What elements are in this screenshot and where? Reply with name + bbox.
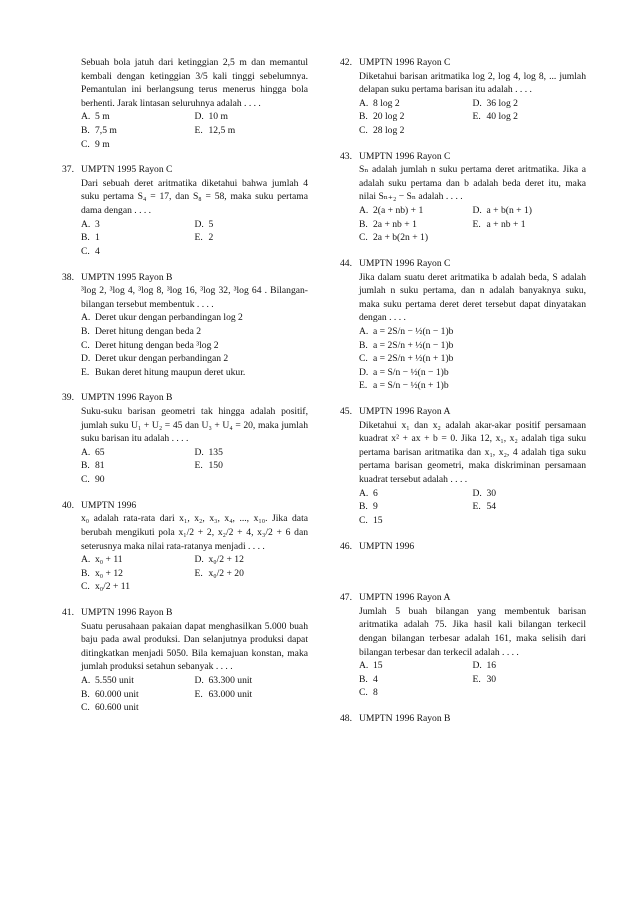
- question-source: UMPTN 1996: [81, 499, 137, 511]
- option-letter: C.: [359, 232, 368, 244]
- option-letter: A.: [359, 660, 369, 672]
- option-text: a = S/n − ½(n + 1)b: [373, 380, 449, 392]
- option-text: 5 m: [95, 111, 110, 123]
- option-letter: D.: [81, 353, 91, 365]
- option-letter: E.: [472, 111, 481, 123]
- option-letter: C.: [81, 138, 90, 150]
- option-letter: E.: [194, 125, 203, 137]
- option-letter: B.: [81, 688, 90, 700]
- option-letter: E.: [194, 460, 203, 472]
- option-text: 65: [95, 446, 105, 458]
- question-header: [340, 56, 586, 70]
- option-text: 5: [208, 218, 214, 230]
- answer-option: [195, 553, 309, 567]
- option-text: Deret hitung dengan beda ³log 2: [95, 339, 219, 351]
- answer-option: [81, 245, 219, 259]
- option-letter: D.: [472, 205, 482, 217]
- option-letter: D.: [472, 487, 482, 499]
- option-letter: E.: [472, 218, 481, 230]
- question-number: 47.: [340, 592, 352, 604]
- answer-option: [359, 514, 497, 528]
- answer-option: [81, 339, 308, 353]
- question-item: [62, 271, 308, 380]
- answer-options: [62, 110, 308, 151]
- question-item: [340, 257, 586, 393]
- option-letter: C.: [81, 581, 90, 593]
- option-text: a + b(n + 1): [486, 205, 532, 217]
- answer-option: [195, 110, 309, 124]
- option-letter: E.: [81, 366, 90, 378]
- option-letter: B.: [359, 673, 368, 685]
- answer-options: [340, 659, 586, 700]
- question-number: 42.: [340, 57, 352, 68]
- question-header: [340, 540, 586, 554]
- option-text: 90: [95, 474, 105, 486]
- answer-option: [195, 459, 309, 473]
- answer-option: [81, 674, 195, 688]
- answer-option: [473, 204, 587, 218]
- option-letter: D.: [194, 554, 204, 566]
- blank-space: [340, 553, 586, 579]
- option-letter: B.: [81, 125, 90, 137]
- option-text: 15: [373, 514, 383, 526]
- option-letter: C.: [359, 125, 368, 137]
- option-letter: B.: [359, 111, 368, 123]
- answer-options: [340, 204, 586, 245]
- question-text: ³log 2, ³log 4, ³log 8, ³log 16, ³log 32, ³log 64 . Bilangan-bilangan tersebut membentuk . . . .: [81, 285, 308, 310]
- question-text: Suatu perusahaan pakaian dapat menghasilkan 5.000 buah baju pada awal produksi. Dan selanjutnya produksi dapat ditingkatkan menjadi 5050. Bila kemajuan konstan, maka jumlah produksi setahun sebanyak . . . .: [81, 620, 308, 673]
- option-letter: B.: [359, 339, 368, 351]
- option-text: a = 2S/n − ½(n − 1)b: [373, 325, 454, 337]
- answer-option: [81, 580, 219, 594]
- option-letter: A.: [81, 218, 91, 230]
- question-header: [62, 163, 308, 177]
- answer-option: [81, 311, 308, 325]
- question-source: UMPTN 1996 Rayon C: [359, 150, 451, 162]
- option-text: 9: [373, 501, 378, 513]
- option-letter: A.: [81, 312, 91, 324]
- option-letter: B.: [81, 567, 90, 579]
- option-text: 5.550 unit: [95, 674, 134, 686]
- answer-options: [340, 487, 586, 528]
- answer-option: [359, 352, 586, 366]
- answer-option: [359, 110, 473, 124]
- question-number: 41.: [62, 606, 74, 618]
- answer-option: [81, 567, 195, 581]
- option-text: 4: [373, 673, 378, 685]
- question-item: [62, 391, 308, 486]
- question-header: [62, 391, 308, 405]
- option-text: 16: [486, 660, 497, 672]
- question-text: Suku-suku barisan geometri tak hingga adalah positif, jumlah suku U₁ + U₂ = 45 dan U₃ + U₄ = 20, maka jumlah suku barisan itu adalah . . . .: [81, 406, 308, 445]
- option-text: 150: [208, 460, 223, 472]
- answer-option: [473, 97, 587, 111]
- answer-option: [81, 701, 219, 715]
- option-letter: B.: [359, 218, 368, 230]
- question-item: [340, 56, 586, 138]
- answer-option: [81, 325, 308, 339]
- option-letter: A.: [81, 446, 91, 458]
- option-text: 15: [373, 660, 383, 672]
- option-text: 9 m: [95, 138, 110, 150]
- answer-option: [195, 231, 309, 245]
- option-letter: B.: [81, 460, 90, 472]
- option-text: 7,5 m: [95, 125, 117, 137]
- option-text: 135: [208, 446, 223, 458]
- answer-option: [195, 567, 309, 581]
- option-text: x₀/2 + 12: [208, 554, 244, 566]
- option-text: 8: [373, 687, 378, 699]
- question-source: UMPTN 1995 Rayon C: [81, 164, 173, 176]
- option-letter: E.: [194, 232, 203, 244]
- question-number: 38.: [62, 271, 74, 283]
- question-item: [62, 163, 308, 258]
- answer-option: [81, 218, 195, 232]
- option-text: x₀/2 + 20: [208, 567, 244, 579]
- option-letter: E.: [194, 688, 203, 700]
- answer-options: [62, 218, 308, 259]
- answer-options: [340, 97, 586, 138]
- option-text: 54: [486, 501, 497, 513]
- option-letter: D.: [359, 366, 369, 378]
- option-text: x₀/2 + 11: [95, 581, 131, 593]
- question-text: x₀ adalah rata-rata dari x₁, x₂, x₃, x₄, ..., x₁₀. Jika data berubah mengikuti pola x₁/2 + 2, x₂/2 + 4, x₃/2 + 6 dan seterusnya maka nilai rata-ratanya menjadi . . . .: [81, 513, 308, 552]
- option-letter: C.: [359, 687, 368, 699]
- option-letter: C.: [359, 514, 368, 526]
- answer-option: [81, 459, 195, 473]
- question-number: 39.: [62, 392, 74, 404]
- option-text: 20 log 2: [373, 111, 405, 123]
- option-text: a = 2S/n + ½(n − 1)b: [373, 339, 454, 351]
- option-text: 63.000 unit: [208, 688, 253, 700]
- option-text: 30: [486, 487, 497, 499]
- answer-options: [62, 446, 308, 487]
- answer-option: [359, 659, 473, 673]
- option-text: a = S/n − ½(n − 1)b: [373, 366, 449, 378]
- answer-options: [340, 325, 586, 393]
- question-number: 48.: [340, 712, 352, 724]
- question-text: Jika dalam suatu deret aritmatika b adalah beda, S adalah jumlah n suku pertama, dan n adalah banyaknya suku, maka suku pertama deret deret tersebut dapat dinyatakan dengan . . . .: [359, 271, 586, 324]
- option-text: x₀ + 11: [95, 554, 123, 566]
- question-text: Sebuah bola jatuh dari ketinggian 2,5 m dan memantul kembali dengan ketinggian 3/5 kali tinggi sebelumnya. Pemantulan ini berlangsung terus menerus hingga bola berhenti. Jarak lintasan seluruhnya adalah . . . .: [81, 57, 308, 109]
- question-header: [340, 405, 586, 419]
- answer-option: [81, 124, 195, 138]
- left-column: [62, 56, 308, 727]
- option-text: 2(a + nb) + 1: [373, 205, 424, 217]
- answer-option: [359, 487, 473, 501]
- answer-option: [81, 138, 219, 152]
- option-letter: A.: [81, 111, 91, 123]
- answer-option: [473, 500, 587, 514]
- option-text: x₀ + 12: [95, 567, 123, 579]
- answer-option: [359, 218, 473, 232]
- answer-option: [359, 686, 497, 700]
- option-text: 60.600 unit: [95, 702, 139, 714]
- answer-option: [359, 673, 473, 687]
- option-letter: C.: [81, 245, 90, 257]
- option-letter: B.: [359, 501, 368, 513]
- option-letter: C.: [81, 339, 90, 351]
- question-header: [340, 712, 586, 726]
- question-source: UMPTN 1996 Rayon C: [359, 57, 451, 68]
- question-source: UMPTN 1996 Rayon A: [359, 592, 451, 604]
- blank-space: [340, 726, 586, 752]
- option-text: Bukan deret hitung maupun deret ukur.: [95, 366, 246, 378]
- option-text: 12,5 m: [208, 125, 236, 137]
- option-letter: E.: [472, 501, 481, 513]
- option-text: a = 2S/n + ½(n + 1)b: [373, 353, 454, 365]
- question-item: [62, 56, 308, 151]
- question-item: [340, 150, 586, 245]
- option-letter: A.: [81, 554, 91, 566]
- option-text: 36 log 2: [486, 97, 518, 109]
- option-text: Deret hitung dengan beda 2: [95, 325, 202, 337]
- question-header: [340, 257, 586, 271]
- option-text: 81: [95, 460, 105, 472]
- answer-option: [473, 218, 587, 232]
- question-text: Jumlah 5 buah bilangan yang membentuk barisan aritmatika adalah 75. Jika hasil kali bilangan terkecil dengan bilangan terbesar adalah 161, maka selisih dari bilangan terbesar dan terkecil adalah . . . .: [359, 605, 586, 658]
- option-letter: D.: [194, 674, 204, 686]
- option-letter: D.: [472, 97, 482, 109]
- question-source: UMPTN 1996: [359, 540, 415, 552]
- option-text: 6: [373, 487, 378, 499]
- question-source: UMPTN 1996 Rayon B: [359, 712, 451, 724]
- option-letter: D.: [472, 660, 482, 672]
- option-letter: A.: [359, 325, 369, 337]
- question-item: [340, 591, 586, 700]
- question-item: [340, 405, 586, 527]
- question-number: 40.: [62, 499, 74, 511]
- option-letter: E.: [472, 673, 481, 685]
- question-source: UMPTN 1996 Rayon B: [81, 392, 173, 404]
- option-text: 2a + b(2n + 1): [373, 232, 429, 244]
- option-text: 10 m: [208, 111, 228, 123]
- option-text: 60.000 unit: [95, 688, 139, 700]
- question-source: UMPTN 1996 Rayon A: [359, 406, 451, 418]
- option-letter: E.: [359, 380, 368, 392]
- answer-option: [473, 659, 587, 673]
- option-text: 8 log 2: [373, 97, 400, 109]
- answer-option: [81, 366, 308, 380]
- option-letter: C.: [81, 702, 90, 714]
- option-text: 30: [486, 673, 497, 685]
- question-number: 46.: [340, 540, 352, 552]
- option-letter: A.: [359, 487, 369, 499]
- option-text: 63.300 unit: [208, 674, 253, 686]
- answer-option: [359, 379, 586, 393]
- question-item: [340, 540, 586, 580]
- option-letter: A.: [81, 674, 91, 686]
- right-column: [340, 56, 586, 764]
- answer-option: [81, 688, 195, 702]
- question-header: [340, 591, 586, 605]
- answer-option: [473, 487, 587, 501]
- option-letter: C.: [81, 474, 90, 486]
- answer-option: [359, 231, 497, 245]
- question-header: [62, 606, 308, 620]
- answer-option: [81, 473, 219, 487]
- question-item: [62, 499, 308, 594]
- option-letter: A.: [359, 97, 369, 109]
- answer-option: [81, 231, 195, 245]
- question-text: Diketahui x₁ dan x₂ adalah akar-akar positif persamaan kuadrat x² + ax + b = 0. Jika 12, x₁, x₂ adalah tiga suku pertama barisan aritmatika dan x₁, x₂, 4 adalah tiga suku pertama barisan geometri, maka diskriminan persamaan kuadrat tersebut adalah . . . .: [359, 419, 586, 486]
- option-text: 4: [95, 245, 100, 257]
- option-letter: D.: [194, 446, 204, 458]
- answer-options: [62, 553, 308, 594]
- question-header: [340, 150, 586, 164]
- option-letter: A.: [359, 205, 369, 217]
- answer-option: [473, 673, 587, 687]
- question-text: Diketahui barisan aritmatika log 2, log 4, log 8, ... jumlah delapan suku pertama barisan itu adalah . . . .: [359, 70, 586, 96]
- answer-option: [359, 325, 586, 339]
- option-text: 3: [95, 218, 100, 230]
- option-letter: E.: [194, 567, 203, 579]
- question-header: [62, 271, 308, 285]
- question-source: UMPTN 1996 Rayon B: [81, 606, 173, 618]
- option-text: 2a + nb + 1: [373, 218, 417, 230]
- option-letter: C.: [359, 353, 368, 365]
- question-text: Sₙ adalah jumlah n suku pertama deret aritmatika. Jika a adalah suku pertama dan b adalah beda deret itu, maka nilai Sₙ₊₂ − Sₙ adalah . . . .: [359, 164, 586, 203]
- option-text: a + nb + 1: [486, 218, 526, 230]
- answer-option: [81, 110, 195, 124]
- answer-option: [359, 366, 586, 380]
- question-number: 45.: [340, 406, 352, 418]
- question-source: UMPTN 1996 Rayon C: [359, 257, 451, 269]
- answer-options: [62, 311, 308, 379]
- question-header: [62, 499, 308, 513]
- answer-option: [81, 352, 308, 366]
- answer-option: [195, 674, 309, 688]
- answer-option: [195, 218, 309, 232]
- question-item: [62, 606, 308, 715]
- answer-option: [359, 204, 473, 218]
- option-text: Deret ukur dengan perbandingan 2: [95, 353, 229, 365]
- option-text: 2: [208, 232, 214, 244]
- answer-option: [81, 446, 195, 460]
- question-text: Dari sebuah deret aritmatika diketahui bahwa jumlah 4 suku pertama S₄ = 17, dan S₈ = 58, maka suku pertama dama dengan . . . .: [81, 177, 308, 217]
- answer-option: [359, 500, 473, 514]
- question-item: [340, 712, 586, 752]
- option-letter: D.: [194, 111, 204, 123]
- option-text: 1: [95, 232, 100, 244]
- answer-option: [473, 110, 587, 124]
- option-text: 40 log 2: [486, 111, 518, 123]
- answer-option: [195, 688, 309, 702]
- question-source: UMPTN 1995 Rayon B: [81, 271, 173, 283]
- answer-option: [359, 97, 473, 111]
- answer-option: [81, 553, 195, 567]
- option-letter: B.: [81, 325, 90, 337]
- option-letter: B.: [81, 232, 90, 244]
- answer-options: [62, 674, 308, 715]
- answer-option: [359, 124, 497, 138]
- answer-option: [195, 446, 309, 460]
- question-number: 37.: [62, 164, 74, 176]
- answer-option: [195, 124, 309, 138]
- answer-option: [359, 339, 586, 353]
- question-number: 43.: [340, 150, 352, 162]
- option-letter: D.: [194, 218, 204, 230]
- question-number: 44.: [340, 257, 352, 269]
- option-text: Deret ukur dengan perbandingan log 2: [95, 312, 243, 324]
- option-text: 28 log 2: [373, 125, 405, 137]
